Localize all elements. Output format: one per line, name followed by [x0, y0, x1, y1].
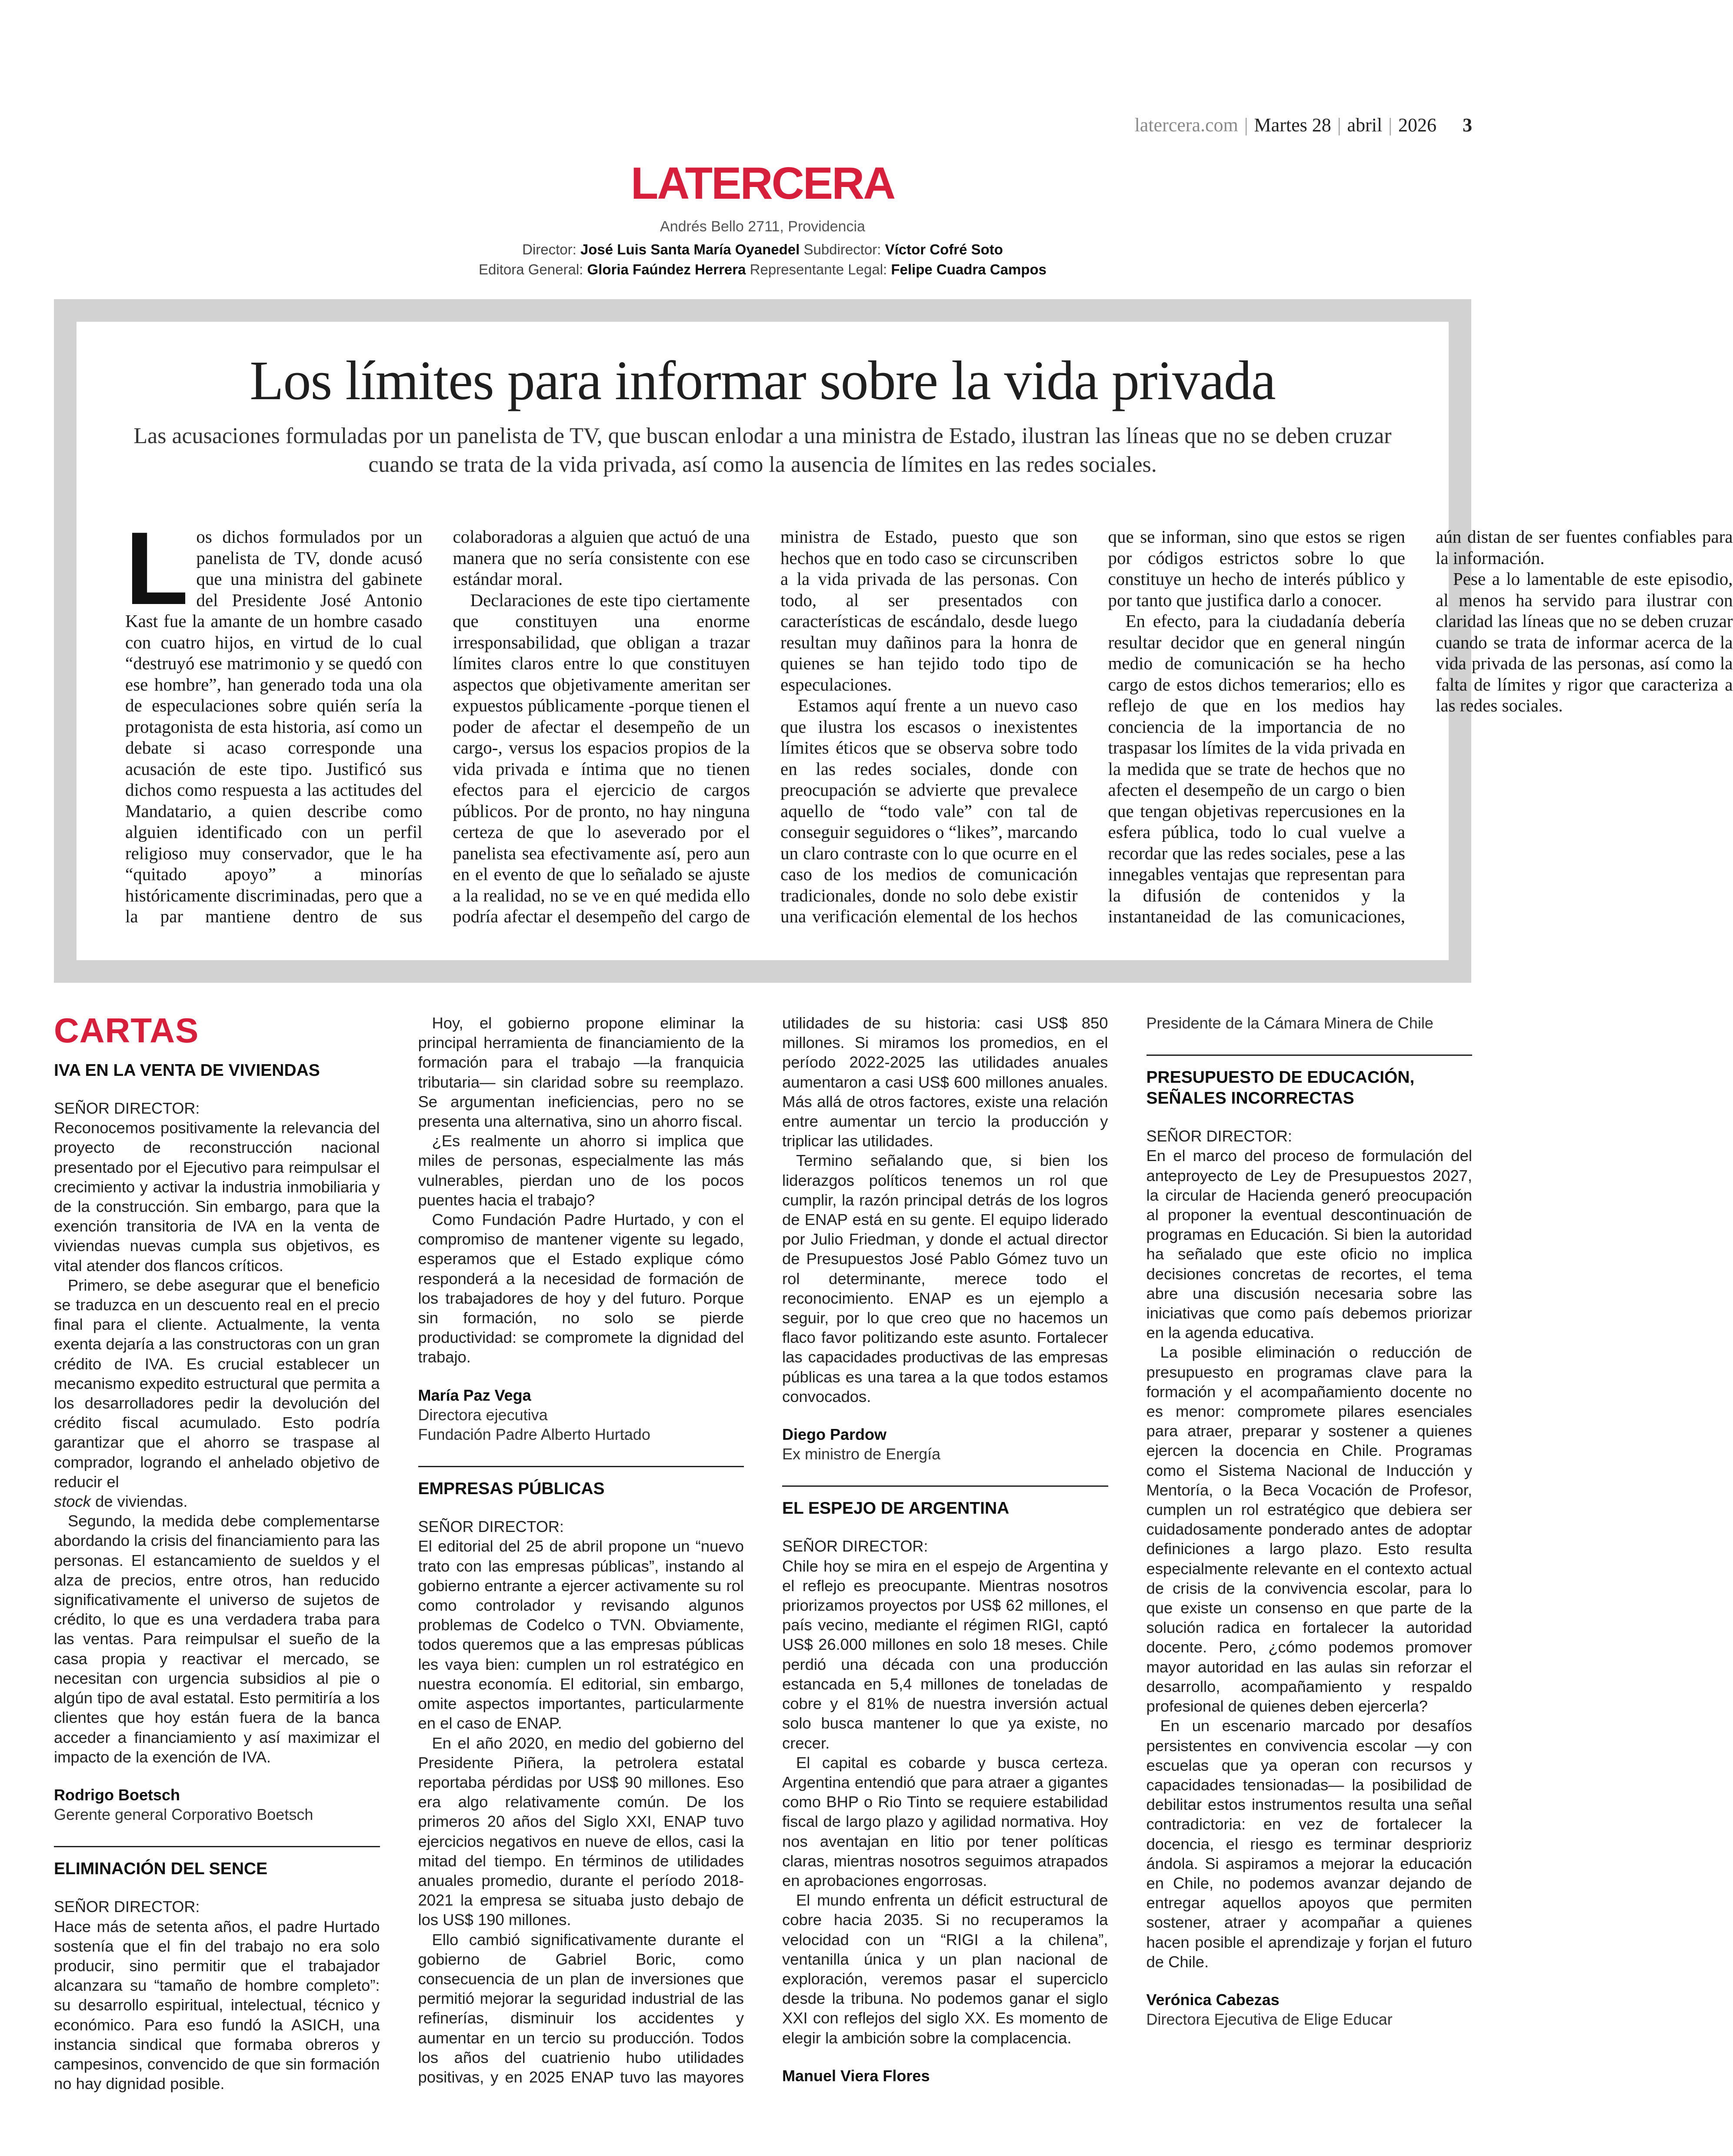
- signature-name: María Paz Vega: [418, 1386, 531, 1404]
- editorial-lead: Las acusaciones formuladas por un panelista de TV, que buscan enlodar a una ministra de Estado, ilustran las líneas que no se deben cruzar cuando se trata de la vida privada, así como la ausencia de límites en las redes sociales.: [133, 424, 1392, 477]
- site-url[interactable]: latercera.com: [1134, 114, 1238, 136]
- signature-role: Presidente de la Cámara Minera de Chile: [1146, 1014, 1433, 1032]
- signature-name: Diego Pardow: [782, 1425, 887, 1444]
- letter-heading: EMPRESAS PÚBLICAS: [418, 1466, 744, 1499]
- letter-paragraph: En el año 2020, en medio del gobierno del Presidente Piñera, la petrolera estatal reportaba pérdidas por US$ 90 millones. Eso era algo relativamente común. De los primeros 20 años del Siglo XXI, ENAP tuvo ejercicios negativos en nueve de ellos, casi la mitad del tiempo. En términos de utilidades anuales promedio, durante el período 2018-2021 la empresa se situaba justo debajo de los US$ 190 millones.: [418, 1734, 744, 1929]
- subdirector-name: Víctor Cofré Soto: [885, 241, 1003, 257]
- editorial-paragraph: En efecto, para la ciudadanía debería resultar decidor que en general ningún medio de comunicación se ha hecho cargo de estos dichos temerarios; ello es reflejo de que en los medios hay conciencia de la importancia de no traspasar los límites de la vida privada en la medida que se trate de hechos que no afecten el desempeño de un cargo o bien que tengan objetivas repercusiones en la esfera pública, todo lo cual vuelve a recordar que las redes sociales, pese a las innegables ventajas que representan para la difusión de contenidos y la instantaneidad de las comunicaciones, aún distan de ser fuentes confiables para la información.: [1108, 527, 1733, 926]
- letter-paragraph: En el marco del proceso de formulación del anteproyecto de Ley de Presupuestos 2027, la circular de Hacienda generó preocupación al proponer la eventual descontinuación de programas en Educación. Si bien la autoridad ha señalado que este oficio no implica decisiones concretas de recortes, el tema abre una discusión necesaria sobre las iniciativas que como país debemos priorizar en la agenda educativa.: [1146, 1147, 1472, 1342]
- newspaper-logo: LATERCERA: [630, 158, 895, 209]
- date-month: abril: [1347, 114, 1383, 136]
- date-year: 2026: [1398, 114, 1436, 136]
- editorial-paragraph: Pese a lo lamentable de este episodio, al menos ha servido para ilustrar con claridad las líneas que no se deben cruzar cuando se trata de informar acerca de la vida privada de las personas, así como la falta de límites y rigor que caracteriza a las redes sociales.: [1436, 569, 1733, 715]
- section-title: CARTAS: [54, 1011, 199, 1050]
- letter-heading: PRESUPUESTO DE EDUCACIÓN, SEÑALES INCORRECTAS: [1146, 1055, 1473, 1109]
- letter-paragraph: El capital es cobarde y busca certeza. Argentina entendió que para atraer a gigantes como BHP o Rio Tinto se requiere estabilidad fiscal de largo plazo y agilidad normativa. Hoy nos aventajan en litio por tener políticas claras, mientras nosotros seguimos atrapados en aprobaciones engorrosas.: [782, 1753, 1108, 1889]
- editorial-paragraph: Los dichos formulados por un panelista de TV, donde acusó que una ministra del gabinete del Presidente José Antonio Kast fue la amante de un hombre casado con cuatro hijos, en virtud de lo cual “destruyó ese matrimonio y se quedó con ese hombre”, han generado toda una ola de especulaciones sobre quién sería la protagonista de esta historia, así como un debate si acaso corresponde una acusación de este tipo. Justificó sus dichos como respuesta a las actitudes del Mandatario, a quien describe como alguien identificado con un perfil religioso muy conservador, que le ha “quitado apoyo” a minorías históricamente discriminadas, pero que a la par mantiene dentro de sus colaboradoras a alguien que actuó de una manera que no sería consistente con ese estándar moral.: [125, 511, 750, 926]
- signature-role: Gerente general Corporativo Boetsch: [54, 1806, 313, 1824]
- signature-name: Manuel Viera Flores: [782, 2066, 930, 2085]
- signature-role: Ex ministro de Energía: [782, 1445, 941, 1463]
- address: Andrés Bello 2711, Providencia: [660, 218, 865, 235]
- staff-line-2: Editora General: Gloria Faúndez Herrera Representante Legal: Felipe Cuadra Campos: [479, 261, 1046, 277]
- letter-paragraph: La posible eliminación o reducción de presupuesto en programas clave para la formación y el acompañamiento docente no es menor: compromete pilares esenciales para atraer, preparar y sostener a quienes ejercen la docencia en Chile. Programas como el Sistema Nacional de Inducción y Mentoría, o la Beca Vocación de Profesor, cumplen un rol estratégico que debiera ser cuidadosamente ponderado antes de adoptar definiciones a largo plazo. Esto resulta especialmente relevante en el contexto actual de crisis de la convivencia escolar, para lo que existe un consenso en que parte de la solución radica en fortalecer la autoridad docente. Pero, ¿cómo podemos promover mayor autoridad en las aulas sin reforzar el desarrollo, acompañamiento y respaldo profesional de quienes deben ejercerla?: [1146, 1343, 1472, 1715]
- letter-paragraph: Ello cambió significativamente durante el gobierno de Gabriel Boric, como consecuencia de un plan de inversiones que permitió mejorar la seguridad industrial de las refinerías, disminuir los accidentes y aumentar en un tercio su producción. Todos los años del cuatrienio hubo utilidades positivas, y en 2025 ENAP tuvo las mayores utilidades de su historia: casi US$ 850 millones. Si miramos los promedios, en el período 2022-2025 las utilidades anuales aumentaron a casi US$ 600 millones anuales. Más allá de otros factores, existe una relación entre aumentar un tercio la producción y triplicar las utilidades.: [418, 1014, 1108, 2086]
- letter-paragraph: Hoy, el gobierno propone eliminar la principal herramienta de financiamiento de la formación para el trabajo —la franquicia tributaria— sin claridad sobre su reemplazo. Se argumentan ineficiencias, pero no se presenta una alternativa, sino un ahorro fiscal.: [418, 1014, 744, 1131]
- letter-paragraph: Hace más de setenta años, el padre Hurtado sostenía que el fin del trabajo no era solo producir, sino permitir que el trabajador alcanzara su “tamaño de hombre completo”: su desarrollo espiritual, intelectual, técnico y económico. Para eso fundó la ASICH, una instancia sindical que formaba obreros y campesinos, convencido de que sin formación no hay dignidad posible.: [54, 1917, 380, 2093]
- salutation: SEÑOR DIRECTOR:: [1146, 1127, 1292, 1145]
- signature-name: Rodrigo Boetsch: [54, 1786, 180, 1804]
- drop-cap: L: [125, 511, 189, 626]
- salutation: SEÑOR DIRECTOR:: [54, 1898, 200, 1916]
- letter-heading: IVA EN LA VENTA DE VIVIENDAS: [54, 1061, 320, 1080]
- letter-heading: ELIMINACIÓN DEL SENCE: [54, 1846, 380, 1879]
- page-header: latercera.com | Martes 28 | abril | 2026 3: [1134, 114, 1472, 136]
- letter-paragraph: Segundo, la medida debe complementarse abordando la crisis del financiamiento para las personas. El estancamiento de sueldos y el alza de precios, entre otros, han reducido significativamente el universo de sujetos de crédito, lo que es una verdadera traba para las ventas. Para reimpulsar el sueño de la casa propia y reactivar el mercado, se necesitan con urgencia subsidios al pie o algún tipo de aval estatal. Esto permitiría a los clientes que hoy están fuera de la banca acceder a financiamiento y así maximizar el impacto de la exención de IVA.: [54, 1512, 380, 1766]
- editorial-box: [54, 299, 1733, 983]
- signature-role: Directora Ejecutiva de Elige Educar: [1146, 2010, 1393, 2029]
- salutation: SEÑOR DIRECTOR:: [782, 1537, 928, 1555]
- signature-role: Directora ejecutiva: [418, 1405, 548, 1424]
- salutation: SEÑOR DIRECTOR:: [54, 1099, 200, 1117]
- representante-name: Felipe Cuadra Campos: [891, 261, 1046, 277]
- staff-line-1: Director: José Luis Santa María Oyanedel Subdirector: Víctor Cofré Soto: [522, 241, 1003, 257]
- date-weekday: Martes 28: [1254, 114, 1331, 136]
- editora-name: Gloria Faúndez Herrera: [587, 261, 746, 277]
- editorial-paragraph: Estamos aquí frente a un nuevo caso que ilustra los escasos o inexistentes límites éticos que se observa sobre todo en las redes sociales, donde con preocupación se advierte que prevalece aquello de “todo vale” con tal de conseguir seguidores o “likes”, marcando un claro contraste con lo que ocurre en el caso de los medios de comunicación tradicionales, donde no solo debe existir una verificación elemental de los hechos que se informan, sino que estos se rigen por códigos estrictos sobre lo que constituye un hecho de interés público y por tanto que justifica darlo a conocer.: [780, 527, 1405, 926]
- letter-paragraph: ¿Es realmente un ahorro si implica que miles de personas, especialmente las más vulnerables, pierdan uno de los pocos puentes hacia el trabajo?: [418, 1132, 744, 1209]
- letter-paragraph: En un escenario marcado por desafíos persistentes en convivencia escolar —y con escuelas que ya operan con recursos y capacidades tensionadas— la posibilidad de debilitar estos instrumentos resulta una señal contradictoria: en vez de fortalecer la docencia, el riesgo es terminar desprioriz ándola. Si aspiramos a mejorar la educación en Chile, no podemos avanzar dejando de entregar aquellos apoyos que permiten sostener, atraer y acompañar a quienes hacen posible el aprendizaje y forjan el futuro de Chile.: [1146, 1717, 1472, 1971]
- letter-paragraph: Chile hoy se mira en el espejo de Argentina y el reflejo es preocupante. Mientras nosotros priorizamos proyectos por US$ 62 millones, el país vecino, mediante el régimen RIGI, captó US$ 26.000 millones en solo 18 meses. Chile perdió una década con una producción estancada en 5,4 millones de toneladas de cobre y el 81% de nuestra inversión actual solo busca mantener lo que ya existe, no crecer.: [782, 1557, 1108, 1752]
- editorial-paragraph: Declaraciones de este tipo ciertamente que constituyen una enorme irresponsabilidad, que obligan a trazar límites claros entre lo que constituyen aspectos que objetivamente ameritan ser expuestos públicamente -porque tienen el poder de afectar el desempeño de un cargo-, versus los espacios propios de la vida privada e íntima que no tienen efectos para el ejercicio de cargos públicos. Por de pronto, no hay ninguna certeza de que lo aseverado por el panelista sea efectivamente así, pero aun en el evento de que lo señalado se ajuste a la realidad, no se ve en qué medida ello podría afectar el desempeño del cargo de ministra de Estado, puesto que son hechos que en todo caso se circunscriben a la vida privada de las personas. Con todo, al ser presentados con características de escándalo, desde luego resultan muy dañinos para la honra de quienes se han tejido todo tipo de especulaciones.: [453, 527, 1078, 926]
- letter-paragraph-end: stock de viviendas.: [54, 1492, 188, 1511]
- editorial-title: Los límites para informar sobre la vida privada: [250, 350, 1276, 411]
- letter-heading: EL ESPEJO DE ARGENTINA: [782, 1485, 1108, 1519]
- letter-paragraph: Como Fundación Padre Hurtado, y con el compromiso de mantener vigente su legado, esperamos que el Estado explique cómo responderá a la necesidad de formación de los trabajadores de hoy y del futuro. Porque sin formación, no solo se pierde productividad: se compromete la dignidad del trabajo.: [418, 1211, 744, 1366]
- page-number: 3: [1463, 114, 1472, 136]
- masthead: [0, 158, 1525, 280]
- letter-paragraph: El mundo enfrenta un déficit estructural de cobre hacia 2035. Si no recuperamos la velocidad con un “RIGI a la chilena”, ventanilla única y un plan nacional de exploración, veremos pasar el superciclo desde la tribuna. No podemos ganar el siglo XXI con reflejos del siglo XX. Es momento de elegir la ambición sobre la complacencia.: [782, 1891, 1108, 2047]
- letter-paragraph: Termino señalando que, si bien los liderazgos políticos tenemos un rol que cumplir, la razón principal detrás de los logros de ENAP está en su gente. El equipo liderado por Julio Friedman, y donde el actual director de Presupuestos José Pablo Gómez tuvo un rol determinante, merece todo el reconocimiento. ENAP es un ejemplo a seguir, por lo que creo que no hacemos un flaco favor politizando este asunto. Fortalecer las capacidades productivas de las empresas públicas es una tarea a la que todos estamos convocados.: [782, 1151, 1108, 1405]
- signature-name: Verónica Cabezas: [1146, 1990, 1280, 2009]
- letter-paragraph: Primero, se debe asegurar que el beneficio se traduzca en un descuento real en el precio final para el cliente. Actualmente, la venta exenta dejaría a las constructoras con un gran crédito de IVA. Es crucial establecer un mecanismo expedito estructural que permita a los desarrolladores pedir la devolución del crédito fiscal acumulado. Esto podría garantizar que el ahorro se traspase al comprador, logrando el anhelado objetivo de reducir el: [54, 1276, 380, 1491]
- letters-section: [54, 1013, 1472, 2100]
- letter-paragraph: El editorial del 25 de abril propone un “nuevo trato con las empresas públicas”, instando al gobierno entrante a ejercer activamente su rol como controlador y revisando algunos problemas de Codelco o TVN. Obviamente, todos queremos que a las empresas públicas les vaya bien: cumplen un rol estratégico en nuestra economía. El editorial, sin embargo, omite aspectos importantes, particularmente en el caso de ENAP.: [418, 1537, 744, 1732]
- director-name: José Luis Santa María Oyanedel: [580, 241, 800, 257]
- editorial-body: [125, 511, 1733, 943]
- editorial-inner: [77, 322, 1733, 960]
- salutation: SEÑOR DIRECTOR:: [418, 1518, 564, 1536]
- signature-role: Fundación Padre Alberto Hurtado: [418, 1425, 650, 1444]
- letter-paragraph: Reconocemos positivamente la relevancia del proyecto de reconstrucción nacional presentado por el Ejecutivo para reimpulsar el crecimiento y activar la industria inmobiliaria y de la construcción. Sin embargo, para que la exención transitoria de IVA en la venta de viviendas nuevas cumpla sus objetivos, es vital atender dos flancos críticos.: [54, 1119, 380, 1275]
